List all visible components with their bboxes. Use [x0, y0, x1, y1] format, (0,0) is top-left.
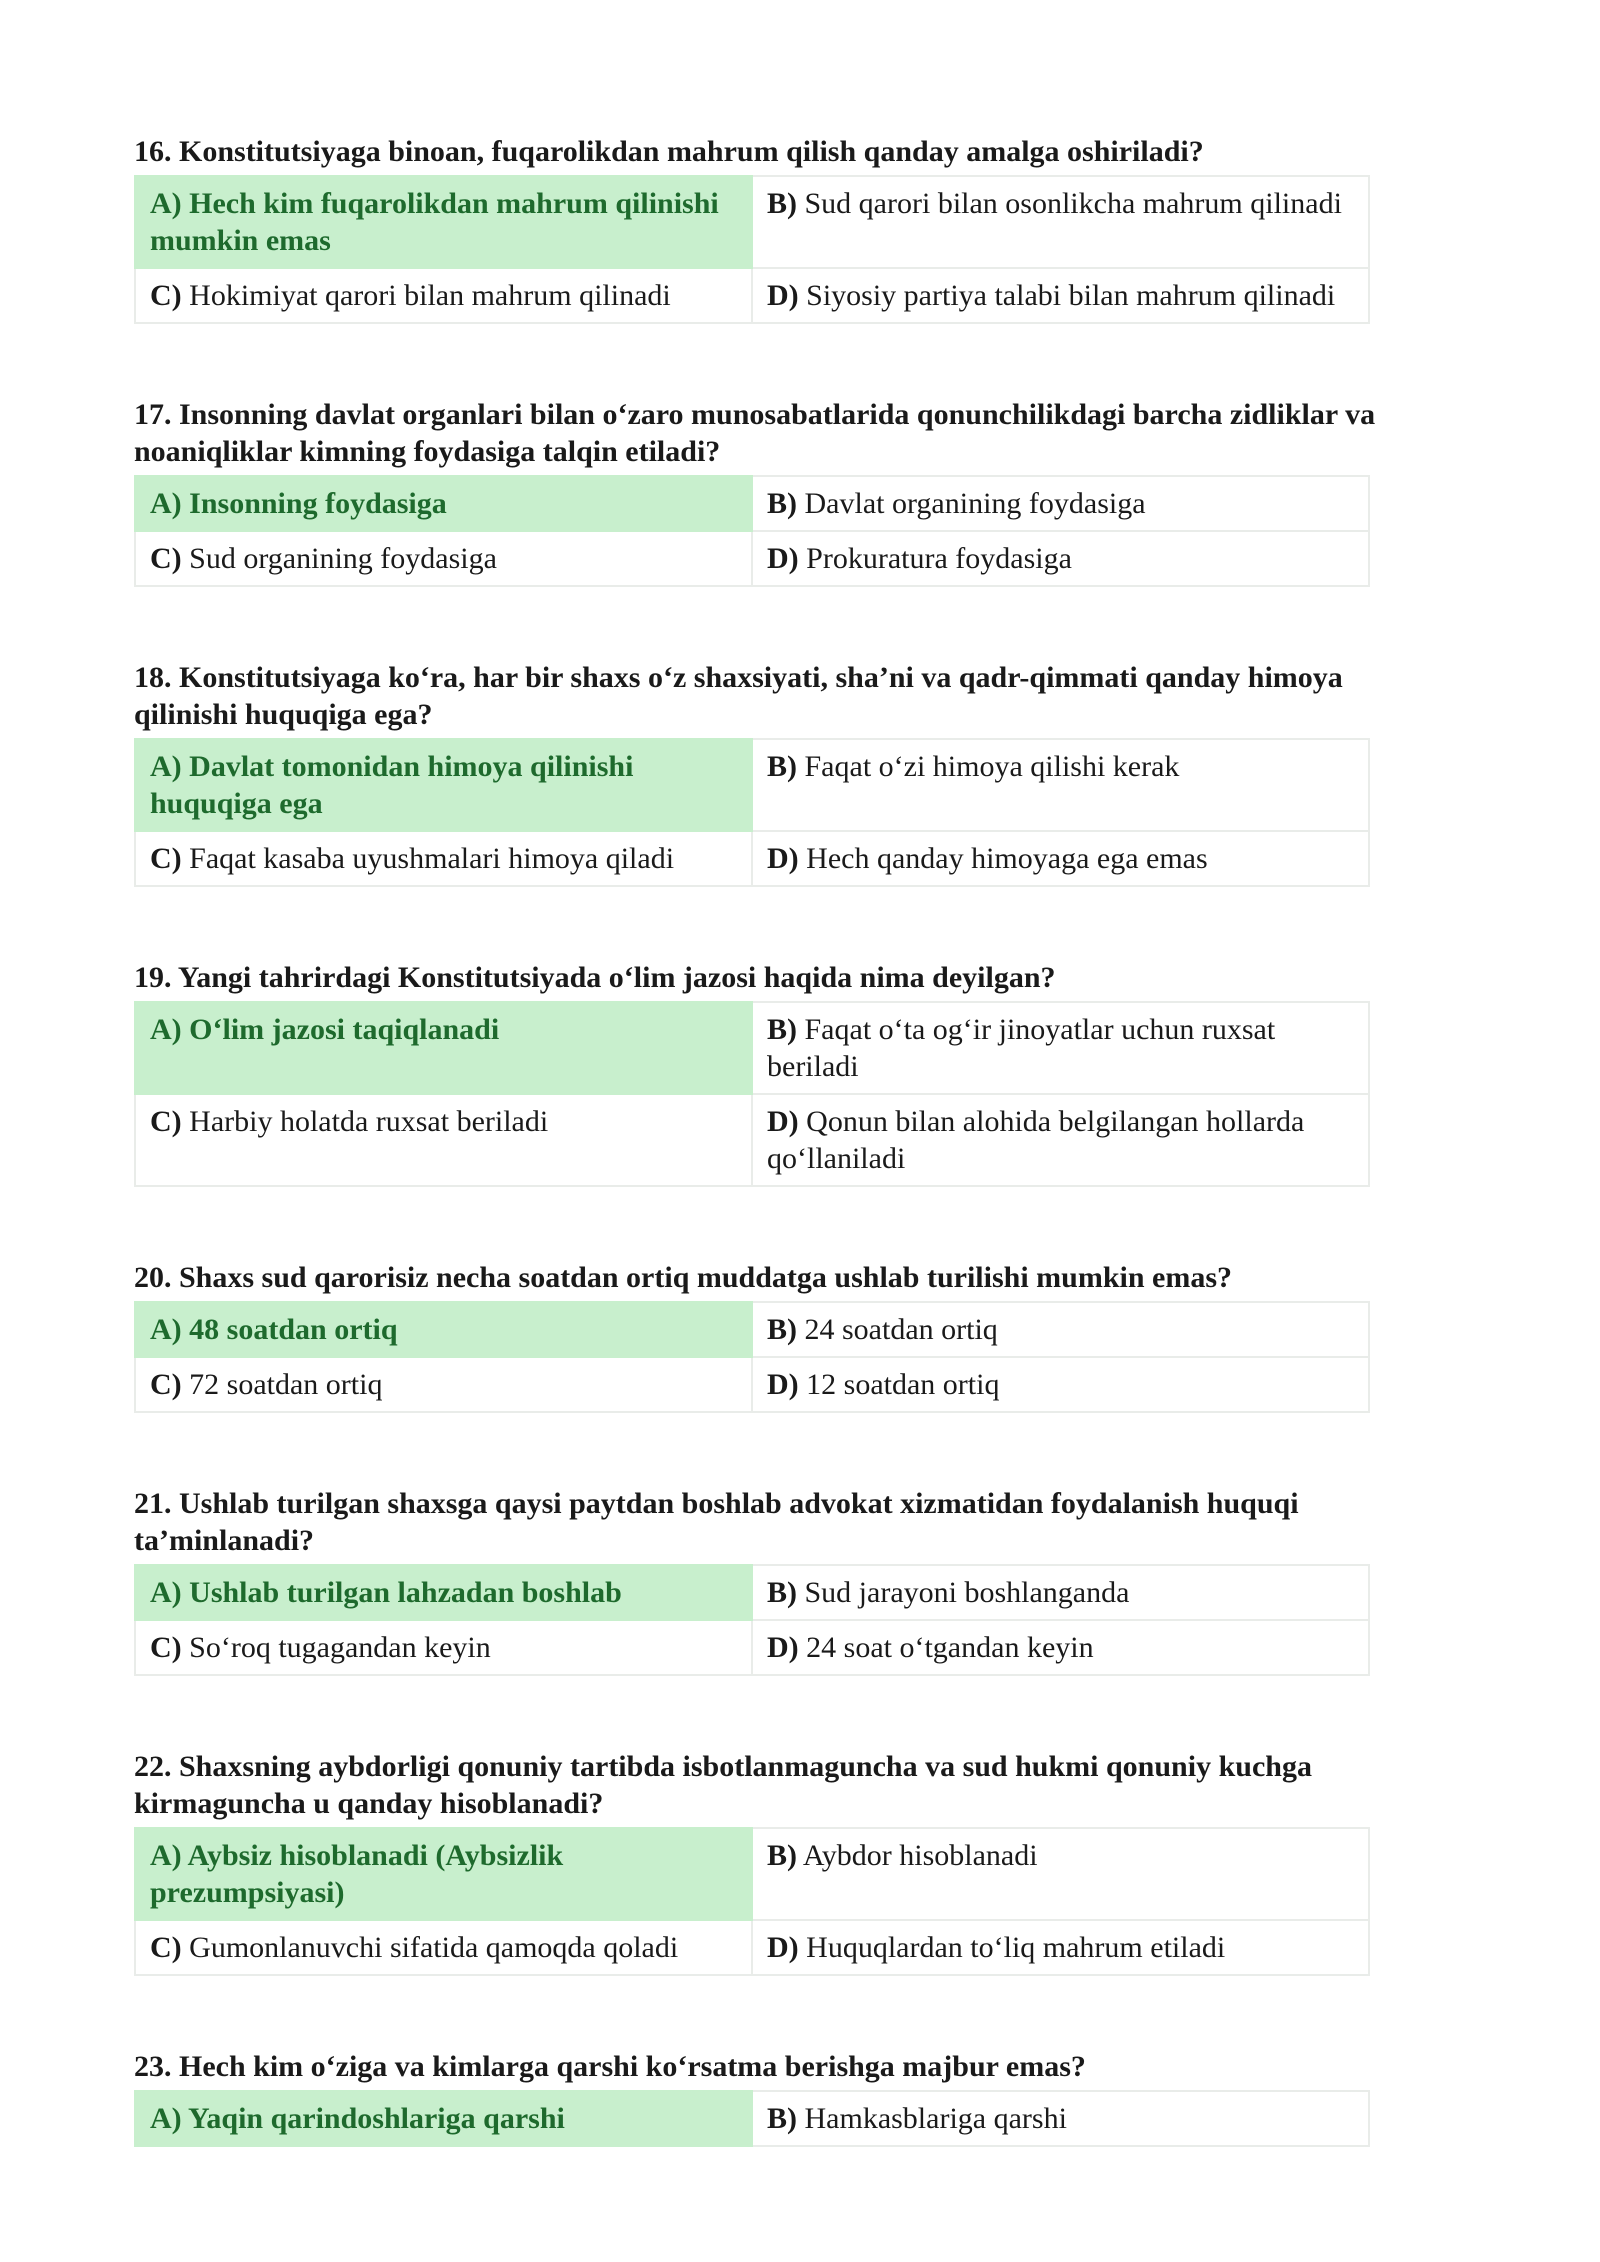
answer-c — [135, 1620, 752, 1675]
answer-b — [752, 739, 1369, 831]
answer-c — [135, 531, 752, 586]
question-title: 23. Hech kim o‘ziga va kimlarga qarshi ko‘rsatma berishga majbur emas? — [134, 2050, 1086, 2083]
answer-letter: B) — [767, 1576, 797, 1609]
question-21 — [134, 1485, 1600, 1676]
answer-text: Hech kim fuqarolikdan mahrum qilinishi mumkin emas — [150, 187, 719, 257]
answer-table — [134, 1301, 1370, 1413]
answer-letter: B) — [767, 187, 797, 220]
answer-table — [134, 175, 1370, 324]
answer-table — [134, 1001, 1370, 1187]
answer-text: Hokimiyat qarori bilan mahrum qilinadi — [189, 279, 671, 312]
answer-letter: A) — [150, 187, 182, 220]
answer-table — [134, 2090, 1370, 2147]
answer-text: 24 soat o‘tgandan keyin — [806, 1631, 1094, 1664]
question-19 — [134, 959, 1600, 1187]
answer-letter: C) — [150, 1105, 182, 1138]
answer-text: Prokuratura foydasiga — [806, 542, 1072, 575]
answer-text: Huquqlardan to‘liq mahrum etiladi — [806, 1931, 1226, 1964]
answer-letter: A) — [150, 1839, 182, 1872]
answer-text: Davlat organining foydasiga — [804, 487, 1146, 520]
answer-text: Aybdor hisoblanadi — [802, 1839, 1038, 1872]
answer-b — [752, 1002, 1369, 1094]
answer-text: So‘roq tugagandan keyin — [189, 1631, 491, 1664]
answer-d — [752, 1094, 1369, 1186]
answer-letter: B) — [767, 2102, 797, 2135]
answer-letter: D) — [767, 279, 799, 312]
answer-a-correct — [135, 1565, 752, 1620]
question-title: 22. Shaxsning aybdorligi qonuniy tartibda isbotlanmaguncha va sud hukmi qonuniy kuchga kirmaguncha u qanday hisoblanadi? — [134, 1750, 1312, 1820]
answer-text: 72 soatdan ortiq — [189, 1368, 383, 1401]
answer-c — [135, 1920, 752, 1975]
answer-text: 48 soatdan ortiq — [189, 1313, 398, 1346]
answer-text: 12 soatdan ortiq — [806, 1368, 1000, 1401]
question-title: 18. Konstitutsiyaga ko‘ra, har bir shaxs o‘z shaxsiyati, sha’ni va qadr-qimmati qanday himoya qilinishi huquqiga ega? — [134, 661, 1343, 731]
question-title: 16. Konstitutsiyaga binoan, fuqarolikdan mahrum qilish qanday amalga oshiriladi? — [134, 135, 1204, 168]
answer-c — [135, 831, 752, 886]
answer-b — [752, 476, 1369, 531]
spacer — [134, 587, 1600, 659]
answer-letter: C) — [150, 279, 182, 312]
answer-letter: B) — [767, 1013, 797, 1046]
answer-a-correct — [135, 739, 752, 831]
answer-letter: B) — [767, 1839, 797, 1872]
answer-d — [752, 531, 1369, 586]
answer-letter: A) — [150, 1313, 182, 1346]
question-title: 20. Shaxs sud qarorisiz necha soatdan ortiq muddatga ushlab turilishi mumkin emas? — [134, 1261, 1233, 1294]
answer-c — [135, 268, 752, 323]
answer-a-correct — [135, 2091, 752, 2146]
answer-table — [134, 475, 1370, 587]
spacer — [134, 887, 1600, 959]
answer-d — [752, 1620, 1369, 1675]
answer-letter: B) — [767, 487, 797, 520]
answer-text: Insonning foydasiga — [189, 487, 447, 520]
answer-text: Qonun bilan alohida belgilangan hollarda qo‘llaniladi — [767, 1105, 1305, 1175]
answer-text: O‘lim jazosi taqiqlanadi — [189, 1013, 500, 1046]
answer-text: Sud jarayoni boshlanganda — [804, 1576, 1130, 1609]
answer-letter: D) — [767, 1931, 799, 1964]
answer-text: Gumonlanuvchi sifatida qamoqda qoladi — [189, 1931, 679, 1964]
answer-text: Yaqin qarindoshlariga qarshi — [188, 2102, 565, 2135]
spacer — [134, 1187, 1600, 1259]
answer-letter: C) — [150, 542, 182, 575]
answer-text: Sud qarori bilan osonlikcha mahrum qilinadi — [804, 187, 1342, 220]
question-22 — [134, 1748, 1600, 1976]
answer-c — [135, 1094, 752, 1186]
answer-text: Ushlab turilgan lahzadan boshlab — [189, 1576, 622, 1609]
answer-a-correct — [135, 1828, 752, 1920]
question-title: 19. Yangi tahrirdagi Konstitutsiyada o‘lim jazosi haqida nima deyilgan? — [134, 961, 1056, 994]
question-16 — [134, 133, 1600, 324]
answer-letter: C) — [150, 842, 182, 875]
question-title: 17. Insonning davlat organlari bilan o‘zaro munosabatlarida qonunchilikdagi barcha zidliklar va noaniqliklar kimning foydasiga talqin etiladi? — [134, 398, 1376, 468]
spacer — [134, 1676, 1600, 1748]
answer-a-correct — [135, 1302, 752, 1357]
answer-letter: D) — [767, 542, 799, 575]
answer-table — [134, 738, 1370, 887]
answer-b — [752, 1302, 1369, 1357]
answer-letter: A) — [150, 2102, 182, 2135]
answer-text: Faqat o‘zi himoya qilishi kerak — [804, 750, 1180, 783]
spacer — [134, 1976, 1600, 2048]
answer-text: Hech qanday himoyaga ega emas — [806, 842, 1208, 875]
question-23 — [134, 2048, 1600, 2147]
answer-text: Faqat o‘ta og‘ir jinoyatlar uchun ruxsat beriladi — [767, 1013, 1276, 1083]
answer-letter: A) — [150, 1013, 182, 1046]
answer-b — [752, 1565, 1369, 1620]
answer-letter: D) — [767, 1368, 799, 1401]
answer-letter: D) — [767, 1105, 799, 1138]
answer-text: Davlat tomonidan himoya qilinishi huquqiga ega — [150, 750, 634, 820]
spacer — [134, 324, 1600, 396]
spacer — [134, 1413, 1600, 1485]
answer-c — [135, 1357, 752, 1412]
answer-b — [752, 1828, 1369, 1920]
answer-a-correct — [135, 176, 752, 268]
answer-letter: B) — [767, 750, 797, 783]
answer-table — [134, 1564, 1370, 1676]
answer-a-correct — [135, 476, 752, 531]
answer-letter: D) — [767, 842, 799, 875]
answer-a-correct — [135, 1002, 752, 1094]
answer-letter: A) — [150, 750, 182, 783]
answer-letter: A) — [150, 487, 182, 520]
answer-text: Harbiy holatda ruxsat beriladi — [189, 1105, 549, 1138]
answer-letter: C) — [150, 1631, 182, 1664]
answer-letter: A) — [150, 1576, 182, 1609]
answer-text: Faqat kasaba uyushmalari himoya qiladi — [189, 842, 675, 875]
answer-d — [752, 1920, 1369, 1975]
answer-letter: C) — [150, 1368, 182, 1401]
answer-text: Siyosiy partiya talabi bilan mahrum qilinadi — [806, 279, 1336, 312]
answer-letter: D) — [767, 1631, 799, 1664]
answer-letter: B) — [767, 1313, 797, 1346]
answer-text: Aybsiz hisoblanadi (Aybsizlik prezumpsiyasi) — [150, 1839, 564, 1909]
question-20 — [134, 1259, 1600, 1413]
answer-letter: C) — [150, 1931, 182, 1964]
answer-text: Sud organining foydasiga — [189, 542, 497, 575]
question-17 — [134, 396, 1600, 587]
answer-table — [134, 1827, 1370, 1976]
answer-d — [752, 831, 1369, 886]
answer-d — [752, 268, 1369, 323]
answer-text: Hamkasblariga qarshi — [804, 2102, 1067, 2135]
answer-text: 24 soatdan ortiq — [804, 1313, 998, 1346]
answer-b — [752, 2091, 1369, 2146]
question-title: 21. Ushlab turilgan shaxsga qaysi paytdan boshlab advokat xizmatidan foydalanish huquqi ta’minlanadi? — [134, 1487, 1299, 1557]
answer-d — [752, 1357, 1369, 1412]
question-18 — [134, 659, 1600, 887]
answer-b — [752, 176, 1369, 268]
